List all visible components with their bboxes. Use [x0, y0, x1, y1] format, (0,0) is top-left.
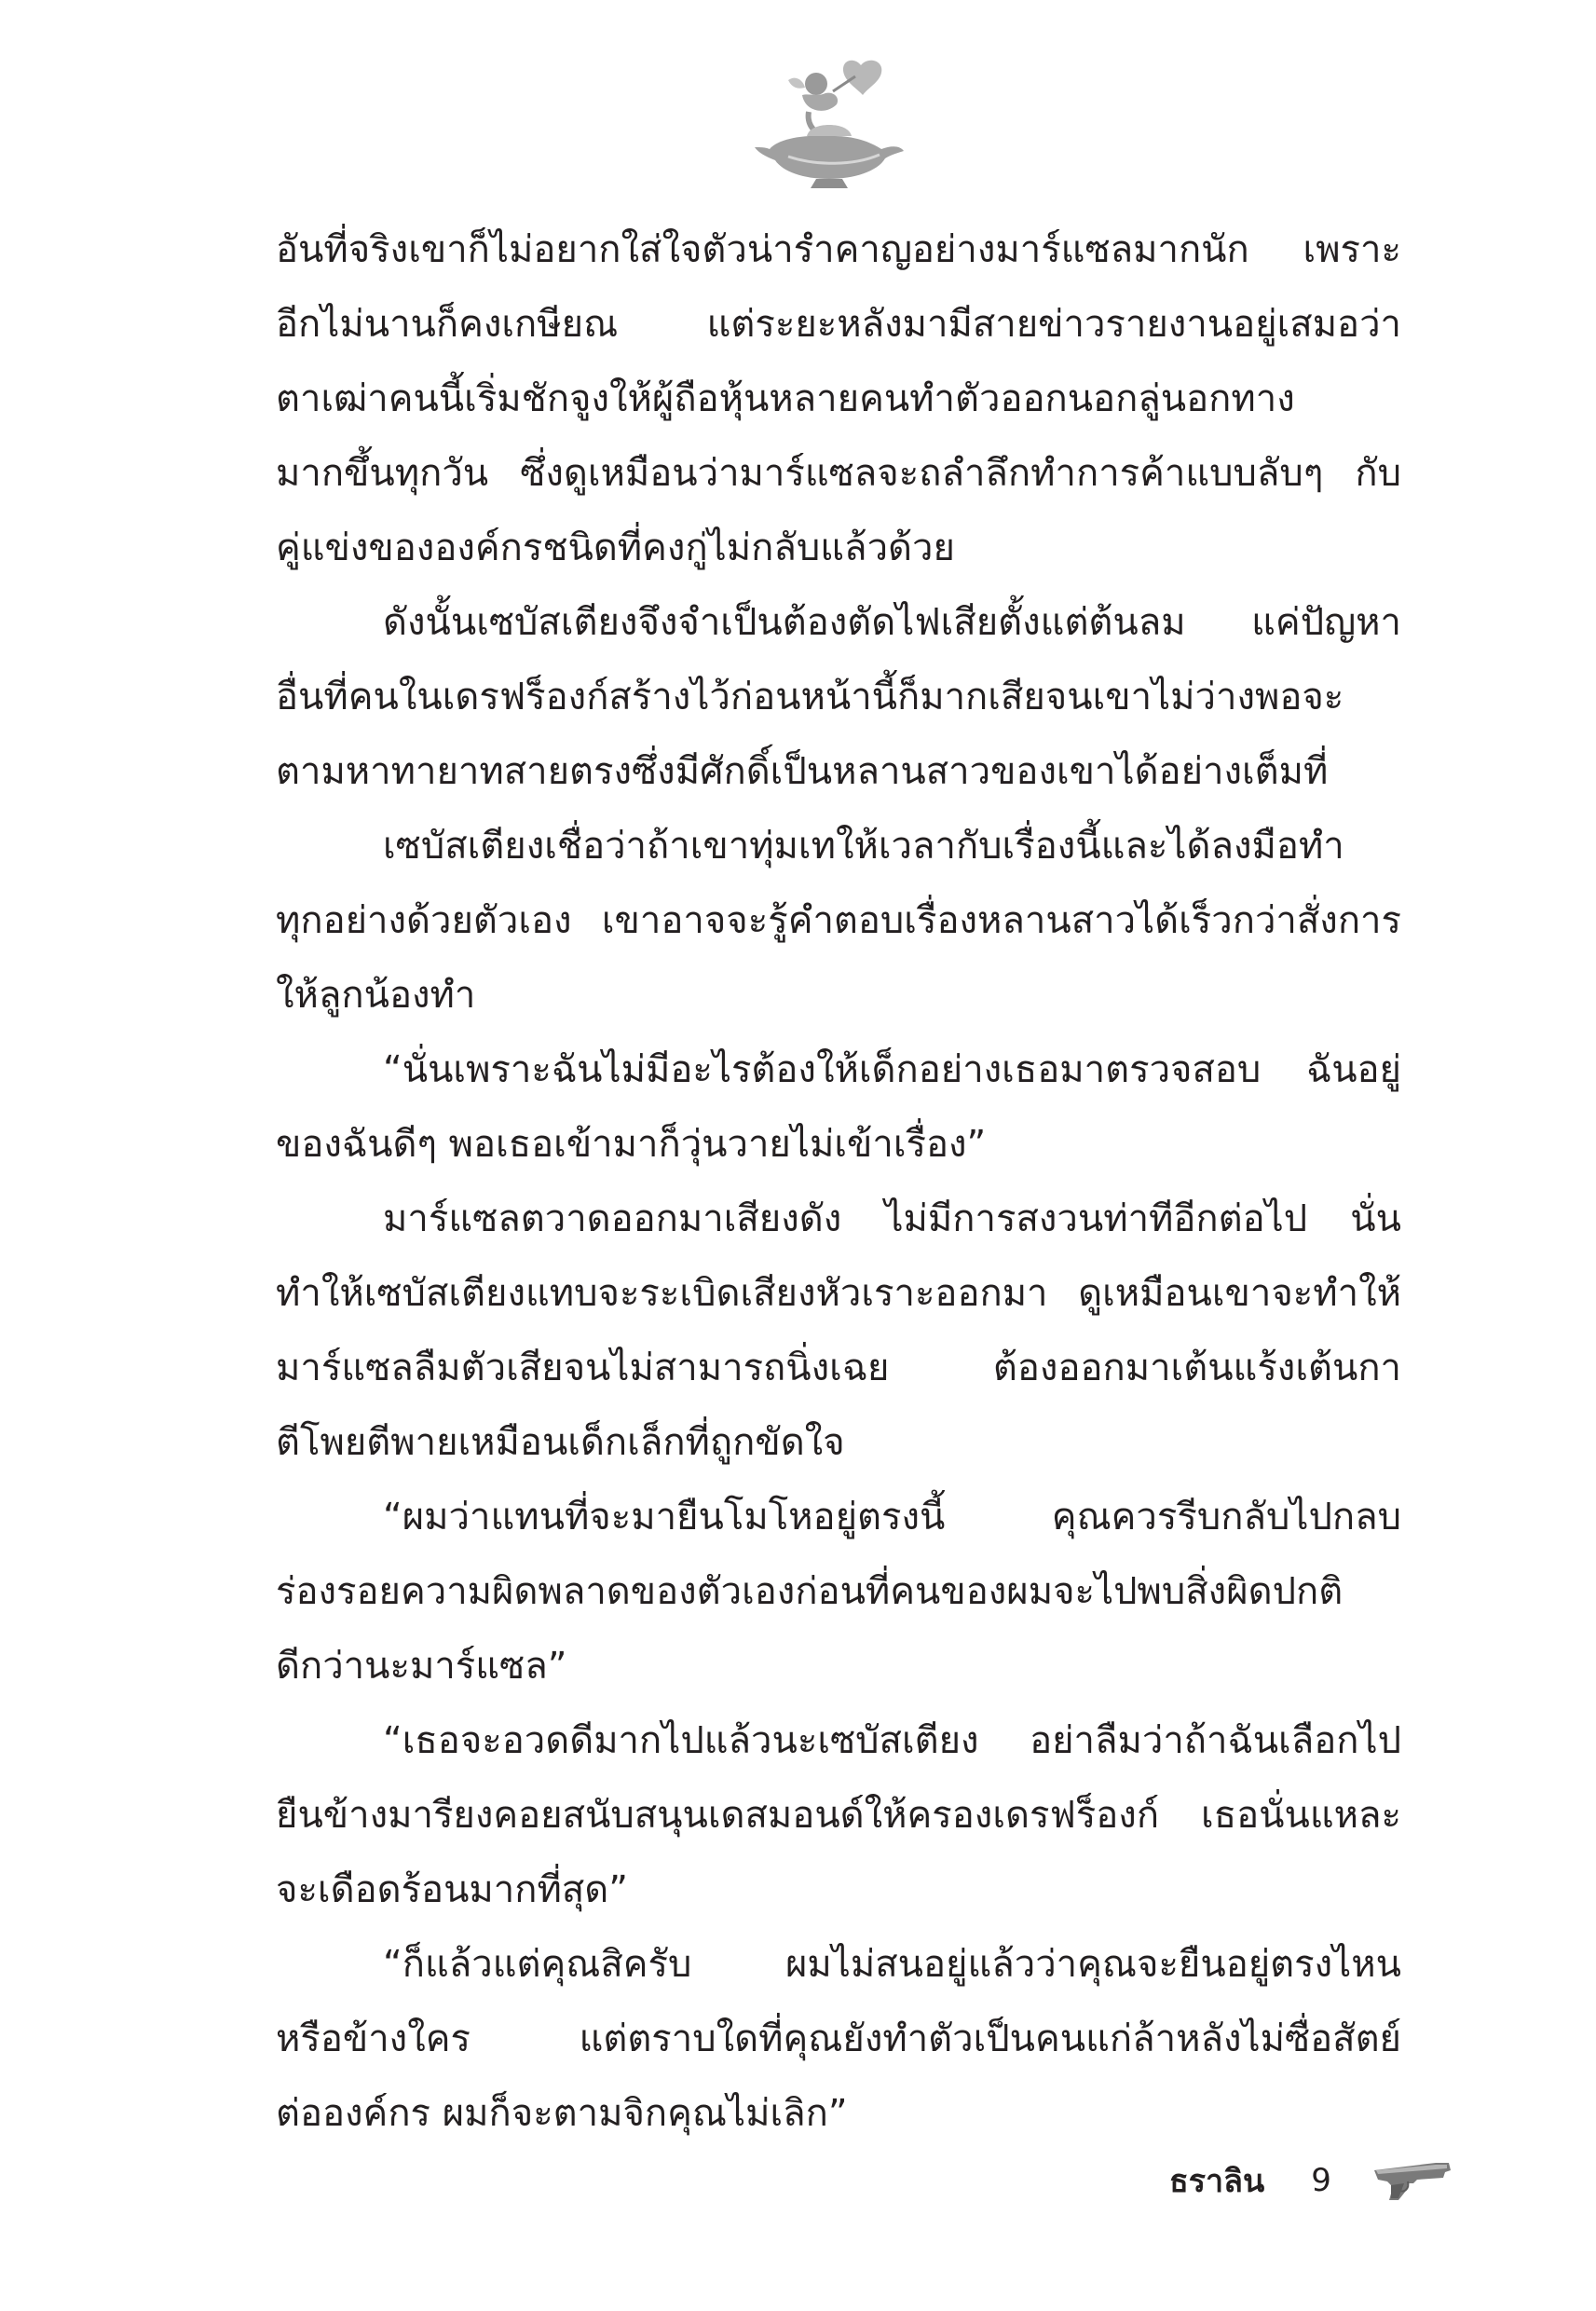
text-line-content: อีกไม่นานก็คงเกษียณ แต่ระยะหลังมามีสายข่าวรายงานอยู่เสมอว่า: [276, 303, 1401, 346]
text-line: [276, 958, 1401, 1032]
text-line-content: ยืนข้างมารียงคอยสนับสนุนเดสมอนด์ให้ครองเดรฟร็องก์ เธอนั่นแหละ: [276, 1794, 1401, 1837]
text-line-content: ตามหาทายาทสายตรงซึ่งมีศักดิ์เป็นหลานสาวของเขาได้อย่างเต็มที่: [276, 750, 1329, 793]
text-line-content: ทำให้เซบัสเตียงแทบจะระเบิดเสียงหัวเราะออกมา ดูเหมือนเขาจะทำให้: [276, 1272, 1401, 1315]
text-line: [276, 1405, 1401, 1480]
text-line: [276, 1927, 1401, 2002]
text-line-content: คู่แข่งขององค์กรชนิดที่คงกู่ไม่กลับแล้วด้วย: [276, 526, 955, 569]
text-line: [276, 1256, 1401, 1331]
text-line-content: จะเดือดร้อนมากที่สุด”: [276, 1868, 628, 1911]
text-line-content: มาร์แซลตวาดออกมาเสียงดัง ไม่มีการสงวนท่าทีอีกต่อไป นั่น: [383, 1197, 1401, 1240]
text-line: [276, 362, 1401, 436]
text-line-content: เซบัสเตียงเชื่อว่าถ้าเขาทุ่มเทให้เวลากับเรื่องนี้และได้ลงมือทำ: [383, 825, 1344, 868]
text-line-content: ตาเฒ่าคนนี้เริ่มชักจูงให้ผู้ถือหุ้นหลายคนทำตัวออกนอกลู่นอกทาง: [276, 377, 1295, 420]
text-line: [276, 660, 1401, 734]
text-line: [276, 2002, 1401, 2076]
text-line: [276, 1107, 1401, 1182]
text-line-content: “นั่นเพราะฉันไม่มีอะไรต้องให้เด็กอย่างเธอมาตรวจสอบ ฉันอยู่: [383, 1048, 1401, 1091]
text-line: [276, 1853, 1401, 1927]
pistol-icon: [1371, 2157, 1454, 2204]
footer-book-title: ธราลิน: [1169, 2163, 1265, 2200]
genie-lamp-cupid-icon: [751, 56, 909, 196]
text-line-content: ต่อองค์กร ผมก็จะตามจิกคุณไม่เลิก”: [276, 2092, 848, 2135]
text-line-content: ดีกว่านะมาร์แซล”: [276, 1645, 567, 1688]
text-line-content: “ผมว่าแทนที่จะมายืนโมโหอยู่ตรงนี้ คุณควรรีบกลับไปกลบ: [383, 1496, 1401, 1538]
text-line-content: อันที่จริงเขาก็ไม่อยากใส่ใจตัวน่ารำคาญอย่างมาร์แซลมากนัก เพราะ: [276, 228, 1401, 271]
text-line: [276, 585, 1401, 660]
text-line: [276, 1032, 1401, 1107]
text-line: [276, 436, 1401, 511]
text-line-content: ดังนั้นเซบัสเตียงจึงจำเป็นต้องตัดไฟเสียตั้งแต่ต้นลม แค่ปัญหา: [383, 601, 1401, 644]
text-line: [276, 1703, 1401, 1778]
text-line-content: ร่องรอยความผิดพลาดของตัวเองก่อนที่คนของผมจะไปพบสิ่งผิดปกติ: [276, 1570, 1344, 1613]
text-line-content: ของฉันดีๆ พอเธอเข้ามาก็วุ่นวายไม่เข้าเรื่อง”: [276, 1123, 987, 1166]
text-line: [276, 1778, 1401, 1853]
body-text: [276, 212, 1401, 2151]
text-line: [276, 511, 1401, 585]
page-number: 9: [1311, 2162, 1331, 2199]
text-line: [276, 2076, 1401, 2151]
text-line: [276, 1480, 1401, 1554]
text-line-content: “ก็แล้วแต่คุณสิครับ ผมไม่สนอยู่แล้วว่าคุณจะยืนอยู่ตรงไหน: [383, 1943, 1401, 1986]
text-line-content: อื่นที่คนในเดรฟร็องก์สร้างไว้ก่อนหน้านี้ก็มากเสียจนเขาไม่ว่างพอจะ: [276, 676, 1344, 718]
text-line-content: ทุกอย่างด้วยตัวเอง เขาอาจจะรู้คำตอบเรื่องหลานสาวได้เร็วกว่าสั่งการ: [276, 899, 1401, 942]
text-line-content: มากขึ้นทุกวัน ซึ่งดูเหมือนว่ามาร์แซลจะถลำลึกทำการค้าแบบลับๆ กับ: [276, 452, 1401, 495]
text-line-content: มาร์แซลลืมตัวเสียจนไม่สามารถนิ่งเฉย ต้องออกมาเต้นแร้งเต้นกา: [276, 1347, 1401, 1389]
text-line-content: “เธอจะอวดดีมากไปแล้วนะเซบัสเตียง อย่าลืมว่าถ้าฉันเลือกไป: [383, 1719, 1401, 1762]
page-footer: [1169, 2153, 1454, 2208]
text-line: [276, 212, 1401, 287]
text-line: [276, 1182, 1401, 1256]
text-line: [276, 734, 1401, 809]
text-line: [276, 883, 1401, 958]
text-line-content: หรือข้างใคร แต่ตราบใดที่คุณยังทำตัวเป็นคนแก่ล้าหลังไม่ซื่อสัตย์: [276, 2017, 1401, 2060]
text-line: [276, 809, 1401, 883]
text-line: [276, 1554, 1401, 1629]
text-line: [276, 287, 1401, 362]
text-line: [276, 1629, 1401, 1703]
text-line-content: ให้ลูกน้องทำ: [276, 974, 476, 1017]
text-line-content: ตีโพยตีพายเหมือนเด็กเล็กที่ถูกขัดใจ: [276, 1421, 845, 1464]
text-line: [276, 1331, 1401, 1405]
